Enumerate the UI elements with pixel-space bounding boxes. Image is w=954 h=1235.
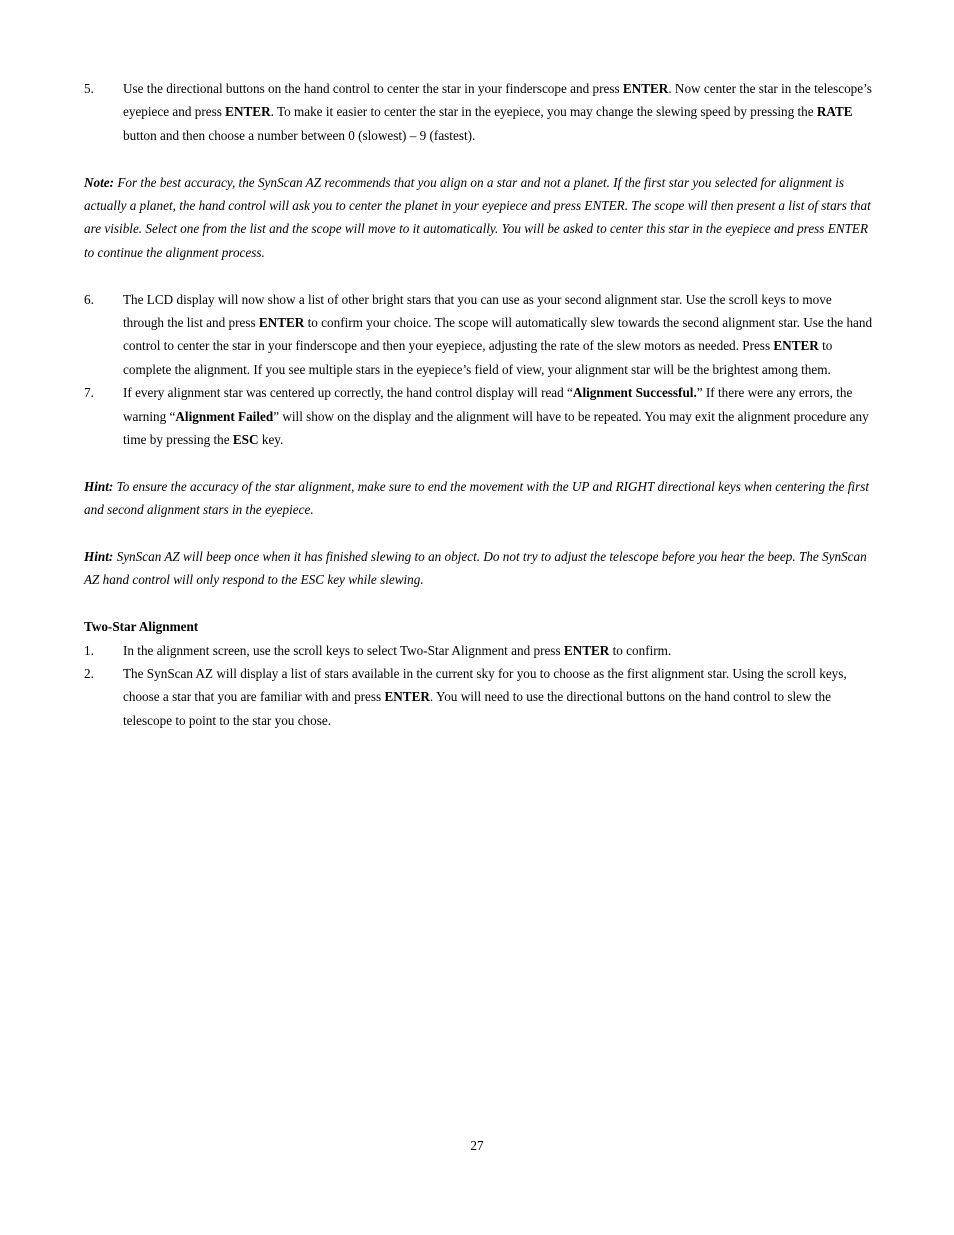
- spacer: [84, 522, 874, 545]
- spacer: [84, 451, 874, 474]
- step-text: The LCD display will now show a list of other bright stars that you can use as your second alignment star. Use the scroll keys to move through the list and press: [123, 291, 832, 331]
- note-text: For the best accuracy, the SynScan AZ recommends that you align on a star and not a planet. If the first star you selected for alignment is actually a planet, the hand control will ask you to center the planet in your eyepiece and press ENTER. The scope will then present a list of stars that are visible. Select one from the list and the scope will move to it automatically. You will be asked to center this star in the eyepiece and press ENTER to continue the alignment process.: [84, 174, 871, 260]
- key-enter: ENTER: [622, 81, 669, 96]
- step-text: The SynScan AZ will display a list of stars available in the current sky for you to choose as the first alignment star. Using the scroll keys, choose a star that you are familiar with and press: [123, 666, 847, 705]
- step-text: ” If there were any errors, the warning “: [123, 385, 853, 424]
- key-rate: RATE: [816, 104, 853, 120]
- key-enter: ENTER: [773, 338, 819, 354]
- page-content: [84, 77, 874, 732]
- message-failed: Alignment Failed: [175, 408, 274, 424]
- page-number: 27: [470, 1138, 484, 1153]
- hint-label: Hint:: [84, 549, 114, 565]
- step-number: 2.: [84, 666, 94, 682]
- key-enter: ENTER: [258, 315, 305, 331]
- spacer: [84, 147, 874, 170]
- key-enter: ENTER: [384, 689, 430, 705]
- step-number: 6.: [84, 291, 94, 307]
- step-6: [84, 288, 874, 382]
- two-star-step-1: [84, 639, 874, 662]
- step-5: [84, 77, 874, 147]
- step-text: button and then choose a number between 0 (slowest) – 9 (fastest).: [123, 127, 476, 143]
- two-star-step-2: [84, 662, 874, 732]
- section-heading: Two-Star Alignment: [84, 619, 199, 635]
- hint-paragraph-2: [84, 545, 874, 592]
- step-number: 7.: [84, 385, 94, 401]
- step-text: . Now center the star in the telescope’s eyepiece and press: [123, 81, 872, 120]
- step-text: . To make it easier to center the star in the eyepiece, you may change the slewing speed by pressing the: [270, 104, 817, 120]
- step-text: If every alignment star was centered up correctly, the hand control display will read “: [123, 385, 573, 401]
- spacer: [84, 264, 874, 287]
- step-number: 1.: [84, 642, 94, 658]
- note-paragraph: [84, 171, 874, 265]
- hint-label: Hint:: [84, 478, 114, 494]
- step-text: ” will show on the display and the alignment will have to be repeated. You may exit the alignment procedure any time by pressing the: [123, 408, 869, 448]
- key-enter: ENTER: [225, 104, 271, 120]
- step-text: to confirm.: [609, 642, 672, 658]
- hint-text: To ensure the accuracy of the star alignment, make sure to end the movement with the UP and RIGHT directional keys when centering the first and second alignment stars in the eyepiece.: [84, 478, 870, 518]
- hint-paragraph-1: [84, 475, 874, 522]
- step-text: . You will need to use the directional buttons on the hand control to slew the telescope to point to the star you chose.: [123, 689, 831, 728]
- step-text: to confirm your choice. The scope will automatically slew towards the second alignment star. Use the hand control to center the star in your finderscope and then your eyepiece, adjusting the rate of the slew motors as needed. Press: [123, 315, 873, 354]
- hint-text: SynScan AZ will beep once when it has finished slewing to an object. Do not try to adjust the telescope before you hear the beep. The SynScan AZ hand control will only respond to the ESC key while slewing.: [84, 549, 867, 588]
- step-text: Use the directional buttons on the hand control to center the star in your finderscope and press: [123, 81, 623, 96]
- key-enter: ENTER: [563, 642, 610, 658]
- note-label: Note:: [84, 174, 115, 190]
- step-number: 5.: [84, 81, 94, 96]
- key-esc: ESC: [232, 432, 259, 448]
- step-text: key.: [258, 432, 284, 448]
- step-text: to complete the alignment. If you see multiple stars in the eyepiece’s field of view, your alignment star will be the brightest among them.: [123, 338, 833, 377]
- step-text: In the alignment screen, use the scroll keys to select Two-Star Alignment and press: [123, 642, 564, 658]
- spacer: [84, 592, 874, 615]
- step-7: [84, 381, 874, 451]
- message-success: Alignment Successful.: [572, 385, 697, 401]
